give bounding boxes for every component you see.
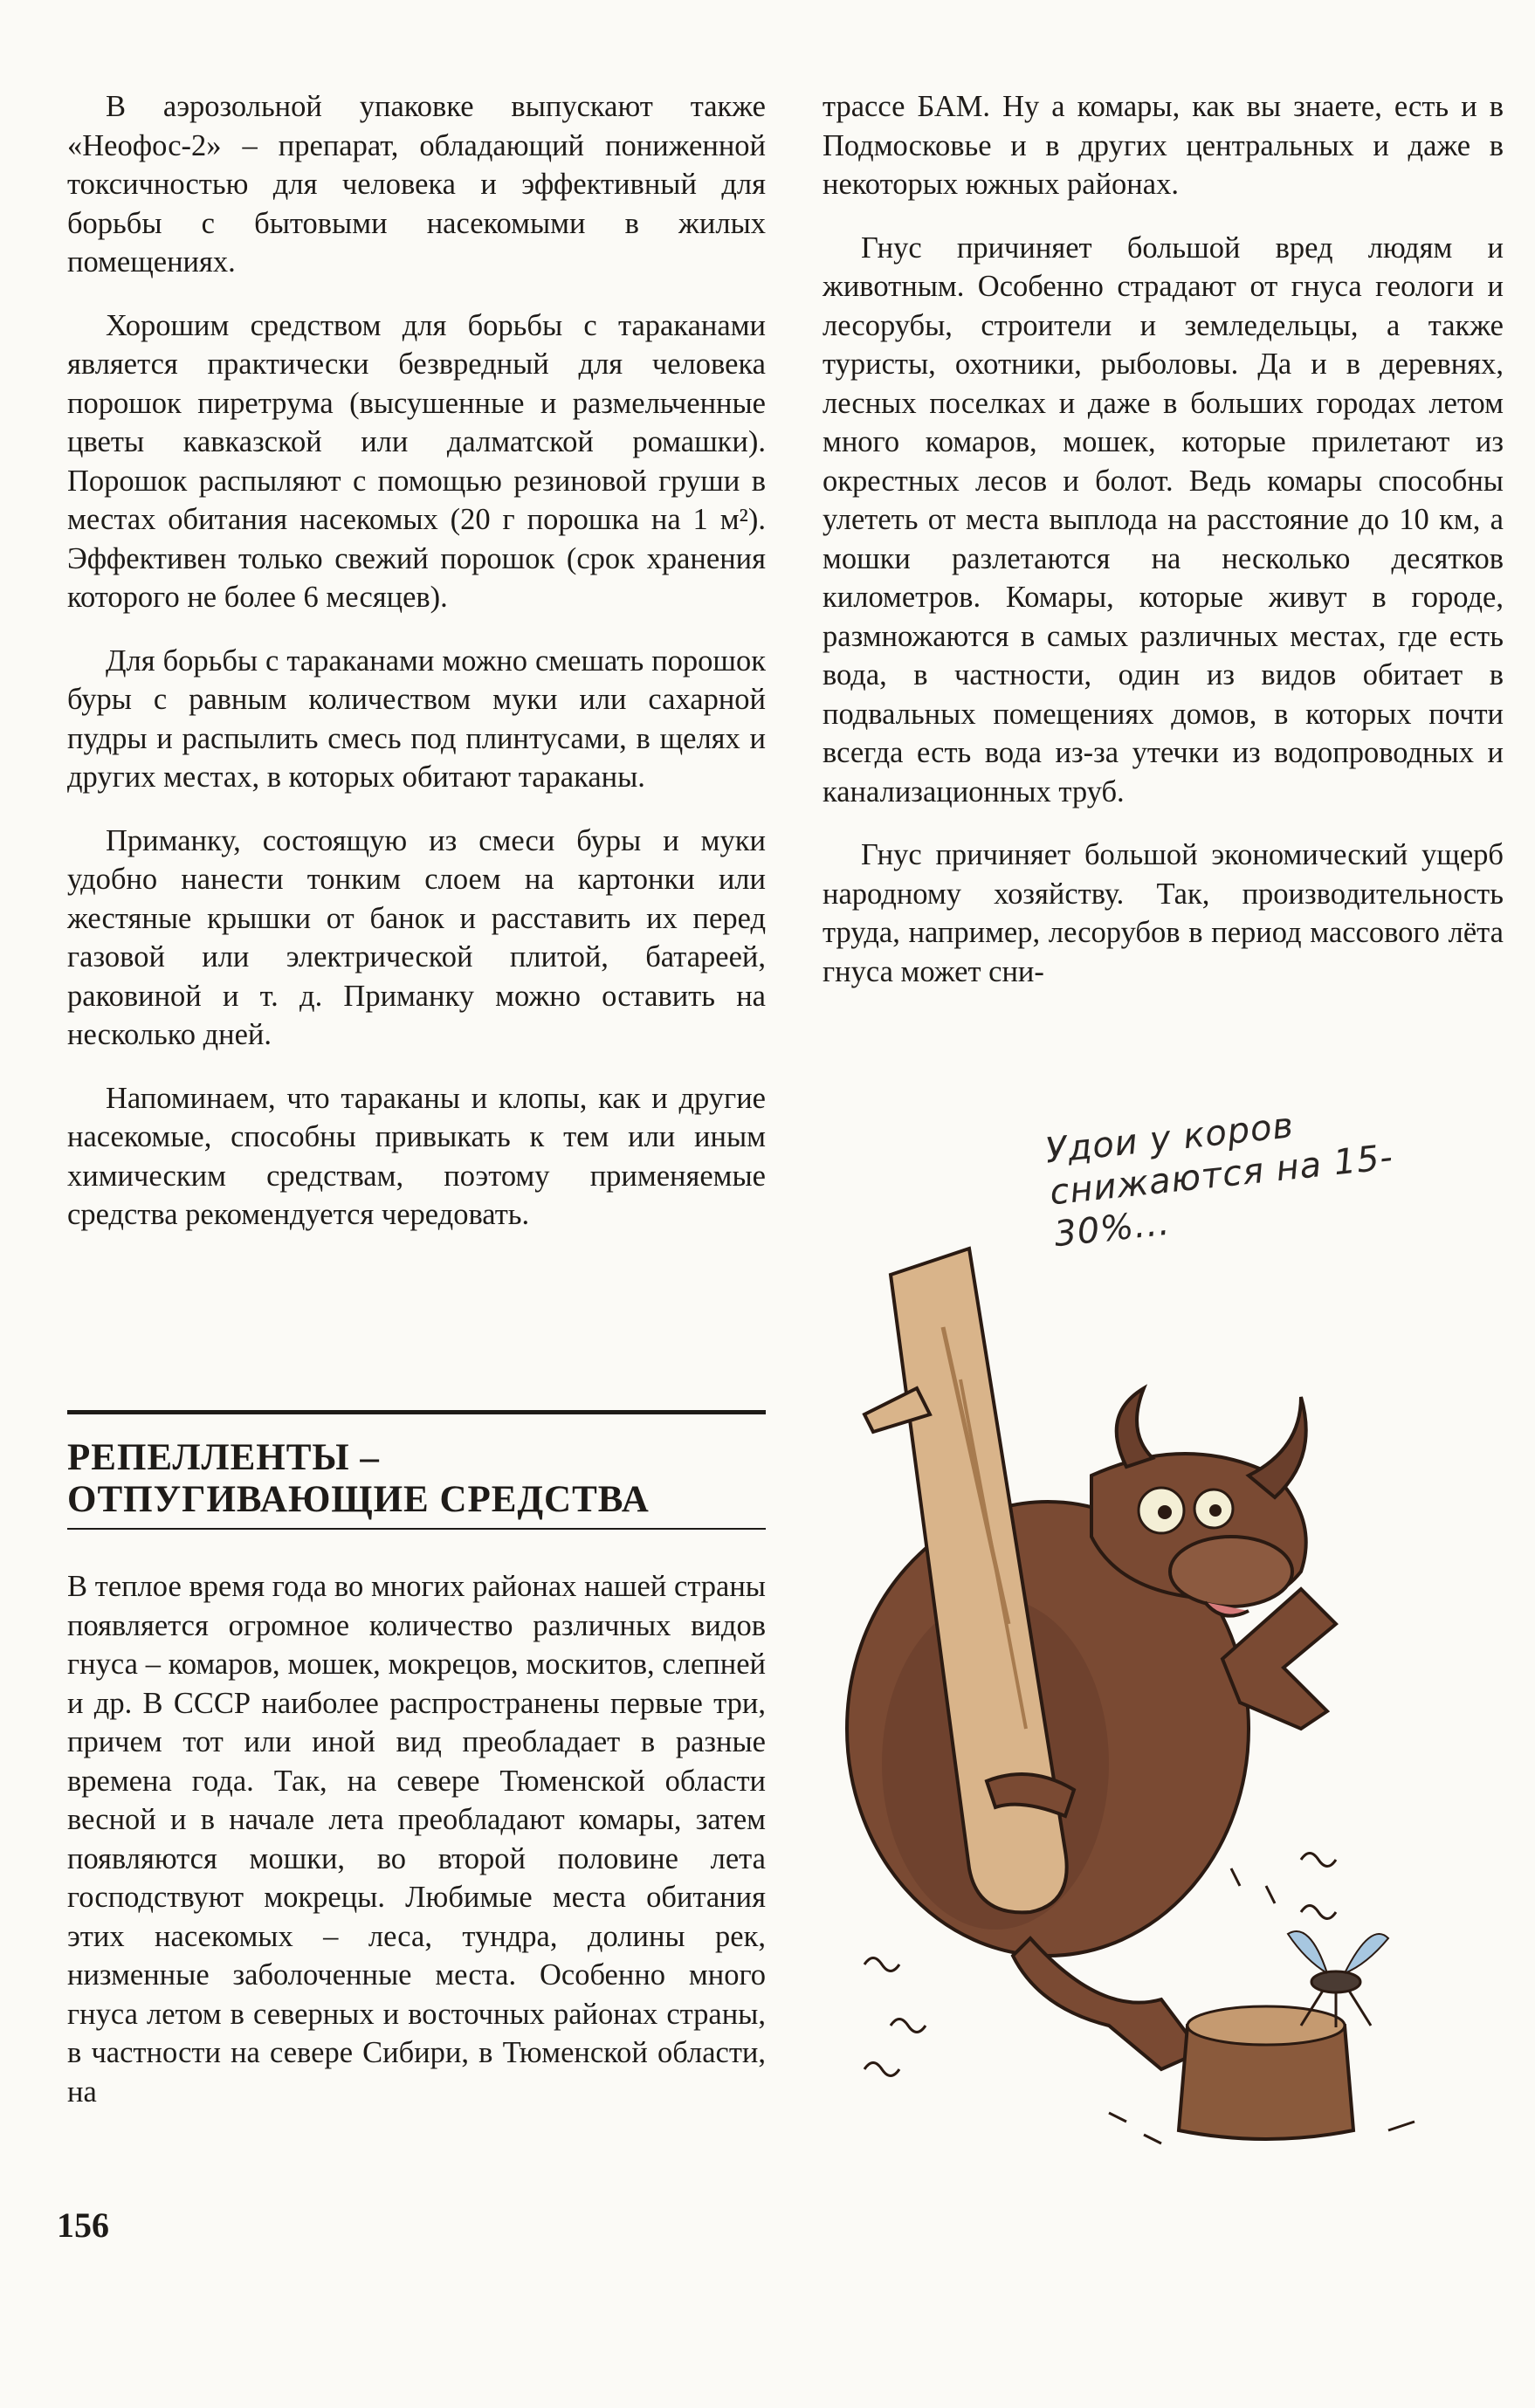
bull-snout [1170,1537,1292,1606]
section-body [67,1567,766,2136]
paragraph: Напоминаем, что тараканы и клопы, как и другие насекомые, способны привыкать к тем или иным химическим средствам, поэтому применяемые средства рекомендуется чередовать. [67,1081,766,1231]
page-number: 156 [57,2205,109,2245]
paragraph: В аэрозольной упаковке выпускают также «Неофос-2» – препарат, обладающий пониженной токсичностью для человека и эффективный для борьбы с бытовыми насекомыми в жилых помещениях. [67,90,766,279]
left-column [67,87,766,1259]
bull-with-log-drawing [812,1100,1502,2200]
paragraph: В теплое время года во многих районах нашей страны появляется огромное количество различных видов гнуса – комаров, мошек, мокрецов, москитов, слепней и др. В СССР наиболее распространены первые три, причем тот или иной вид преобладает в разные времена года. Так, на севере Тюменской области весной и в начале лета преобладают комары, затем появляются мошки, во второй половине лета господствуют мокрецы. Любимые места обитания этих насекомых – леса, тундра, долины рек, низменные заболоченные места. Особенно много гнуса летом в северных и восточных районах страны, в частности на севере Сибири, в Тюменской области, на [67,1570,766,2109]
paragraph: Гнус причиняет большой экономический ущерб народному хозяйству. Так, производительность труда, например, лесорубов в период массового лёта гнуса может сни- [823,838,1504,988]
bull-horn-left [1117,1388,1153,1467]
cartoon-illustration [812,1100,1502,2200]
paragraph: Приманку, состоящую из смеси буры и муки удобно нанести тонким слоем на картонки или жестяные крышки от банок и расставить их перед газовой или электрической плитой, батареей, раковиной и т. д. Приманку можно оставить на несколько дней. [67,823,766,1051]
paragraph: Для борьбы с тараканами можно смешать порошок буры с равным количеством муки или сахарной пудры и распылить смесь под плинтусами, в щелях и других местах, в которых обитают тараканы. [67,643,766,794]
heading-rule-bottom [67,1528,766,1530]
section-heading-line2: ОТПУГИВАЮЩИЕ СРЕДСТВА [67,1479,650,1520]
bull-horn-right [1249,1397,1306,1497]
section-heading [67,1437,766,1521]
section-heading-block [67,1410,766,1530]
paragraph: Гнус причиняет большой вред людям и животным. Особенно страдают от гнуса геологи и лесорубы, строители и земледельцы, а также туристы, охотники, рыболовы. Да и в деревнях, лесных поселках и даже в больших городах летом много комаров, мошек, которые прилетают из окрестных лесов и болот. Ведь комары способны улететь от места выплода на расстояние до 10 км, а мошки разлетаются на несколько десятков километров. Комары, которые живут в городе, размножаются в самых различных местах, где есть вода, в частности, один из видов обитает в подвальных помещениях домов, в которых почти всегда есть вода из-за утечки из водопроводных и канализационных труб. [823,230,1504,808]
heading-rule-top [67,1410,766,1414]
section-heading-line1: РЕПЕЛЛЕНТЫ – [67,1437,380,1478]
paragraph-continuation: трассе БАМ. Ну а комары, как вы знаете, есть и в Подмосковье и в других центральных и даже в некоторых южных районах. [823,90,1504,201]
paragraph: Хорошим средством для борьбы с тараканами является практически безвредный для человека порошок пиретрума (высушенные и размельченные цветы кавказской или далматской ромашки). Порошок распыляют с помощью резиновой груши в местах обитания насекомых (20 г порошка на 1 м²). Эффективен только свежий порошок (срок хранения которого не более 6 месяцев). [67,308,766,614]
right-column [823,87,1504,1015]
illustration-caption: Удои у коров снижаются на 15-30%... [1043,1105,1395,1256]
bull-leg [1013,1938,1201,2069]
